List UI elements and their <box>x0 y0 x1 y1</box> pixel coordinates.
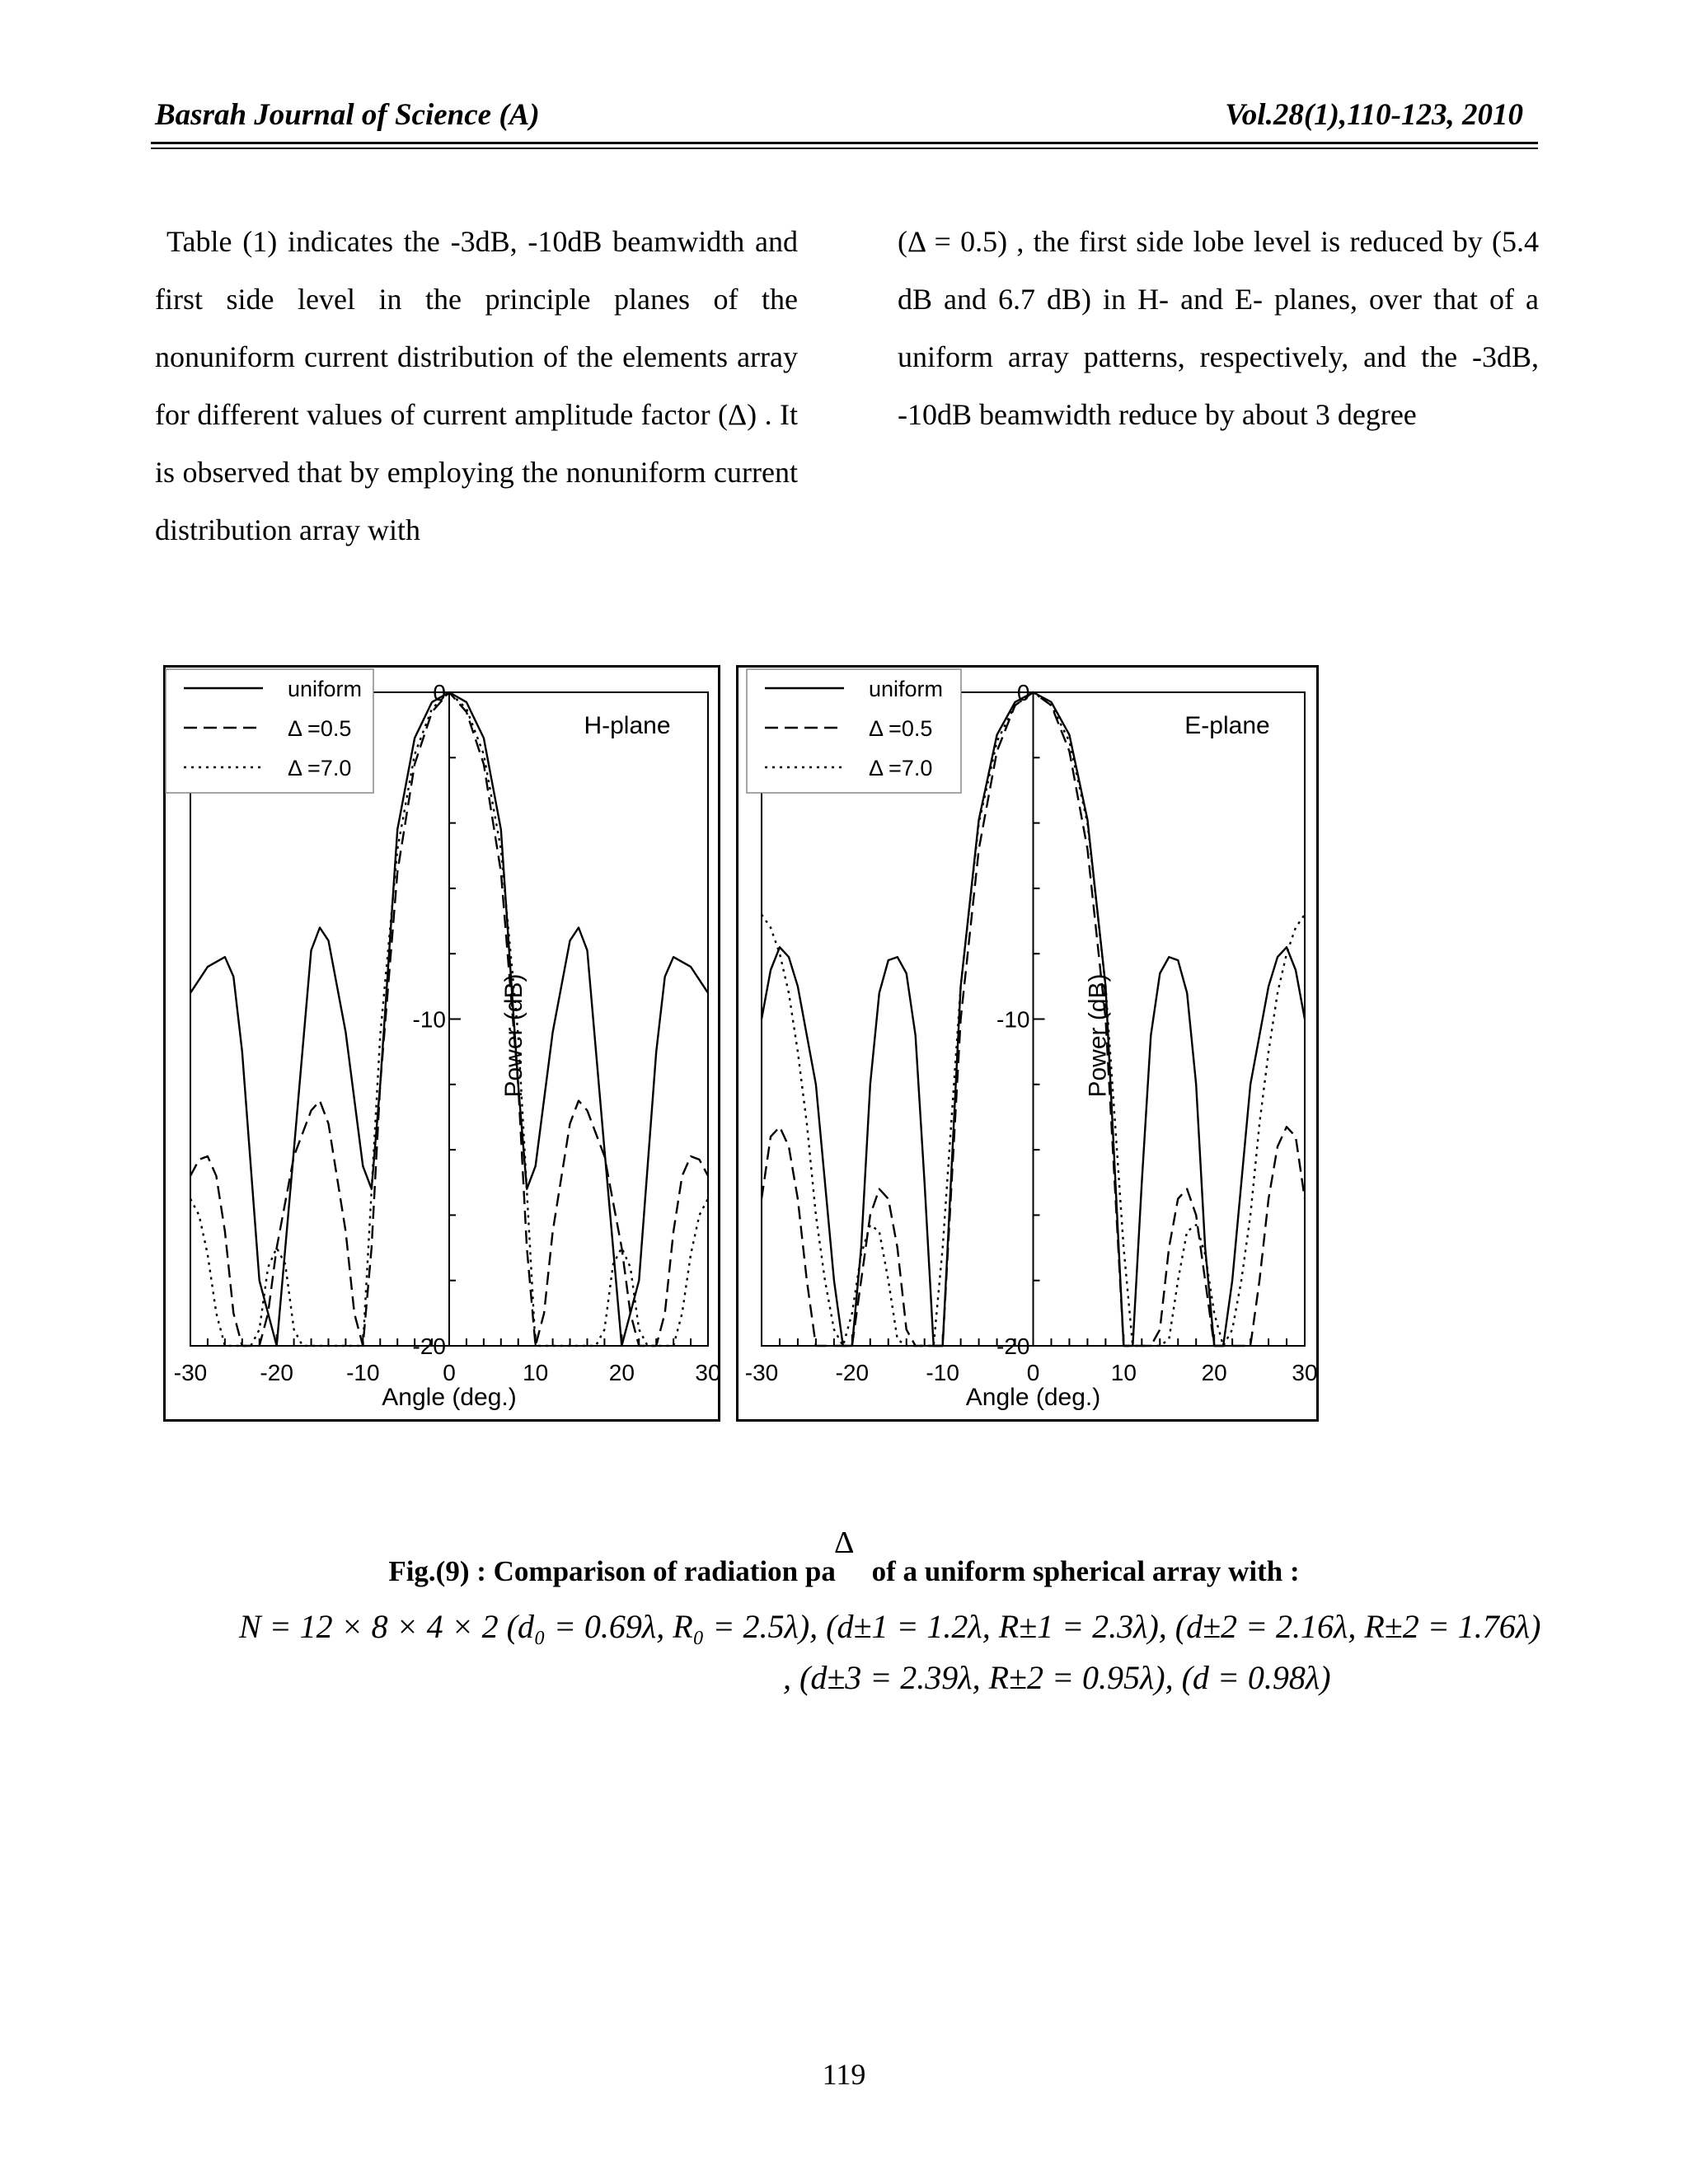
y-tick-label: 0 <box>433 680 446 705</box>
x-tick-label: 10 <box>1110 1360 1137 1385</box>
equation-line-2: , (d±3 = 2.39λ, R±2 = 0.95λ), (d = 0.98λ) <box>783 1659 1331 1696</box>
legend-label-2: Δ =7.0 <box>869 756 933 780</box>
running-header <box>155 97 1523 147</box>
equation-line-1: N = 12 × 8 × 4 × 2 (d₀ = 0.69λ, R₀ = 2.5λ), (d±1 = 1.2λ, R±1 = 2.3λ), (d±2 = 2.16λ, R±2 = 1.76λ) <box>239 1608 1541 1645</box>
x-tick-label: 30 <box>1292 1360 1318 1385</box>
h-plane-chart <box>163 665 720 1422</box>
e-plane-chart-svg <box>738 668 1316 1419</box>
e-plane-chart <box>736 665 1319 1422</box>
h-plane-chart-svg <box>166 668 721 1419</box>
y-tick-label: -10 <box>996 1006 1030 1033</box>
x-tick-label: 20 <box>608 1360 635 1385</box>
left-column-text: Table (1) indicates the -3dB, -10dB beamwidth and first side level in the principle planes of the nonuniform current distribution of the elements array for different values of current amplitude factor (Δ) . It is observed that by employing the nonuniform current distribution array with <box>155 225 798 546</box>
x-tick-label: 10 <box>523 1360 549 1385</box>
figure-caption-text: Fig.(9) : Comparison of radiation pa of a uniform spherical array with : <box>388 1555 1300 1587</box>
chart-1-legend <box>747 669 961 793</box>
header-rule-bottom <box>151 148 1538 149</box>
x-tick-label: 30 <box>695 1360 721 1385</box>
x-tick-label: -20 <box>260 1360 293 1385</box>
legend-label-1: Δ =0.5 <box>869 716 933 741</box>
page-number: 119 <box>822 2058 866 2091</box>
journal-title: Basrah Journal of Science (A) <box>155 98 540 132</box>
x-tick-label: -10 <box>926 1360 959 1385</box>
y-tick-label: -20 <box>996 1333 1030 1359</box>
y-tick-label: -20 <box>412 1333 446 1359</box>
x-axis-label: Angle (deg.) <box>382 1384 517 1411</box>
y-axis-label: Power (dB) <box>500 973 528 1098</box>
y-tick-label: 0 <box>1016 680 1030 705</box>
y-axis-label: Power (dB) <box>1084 973 1112 1098</box>
x-tick-label: -10 <box>346 1360 380 1385</box>
header-rule-top <box>151 142 1538 144</box>
x-tick-label: -20 <box>835 1360 870 1385</box>
x-axis-label: Angle (deg.) <box>965 1384 1101 1411</box>
chart-title: H-plane <box>584 712 671 739</box>
figure-caption <box>0 1555 1688 1588</box>
x-tick-label: -30 <box>173 1360 208 1385</box>
legend-label-2: Δ =7.0 <box>288 756 352 780</box>
legend-label-1: Δ =0.5 <box>288 716 352 741</box>
right-column-text: (Δ = 0.5) , the first side lobe level is reduced by (5.4 dB and 6.7 dB) in H- and E- planes, over that of a uniform array patterns, respectively, and the -3dB, -10dB beamwidth reduce by about 3 degree <box>898 225 1539 431</box>
body-text-left-column <box>155 213 798 559</box>
x-tick-label: 0 <box>443 1360 456 1385</box>
caption-floating-delta: Δ <box>834 1526 855 1560</box>
legend-label-0: uniform <box>869 677 944 701</box>
chart-title: E-plane <box>1184 712 1270 739</box>
y-tick-label: -10 <box>412 1006 446 1033</box>
x-tick-label: 20 <box>1201 1360 1227 1385</box>
legend-label-0: uniform <box>288 677 363 701</box>
volume-info: Vol.28(1),110-123, 2010 <box>1225 98 1523 132</box>
body-text-right-column <box>898 213 1539 443</box>
x-tick-label: -30 <box>744 1360 779 1385</box>
chart-0-legend <box>166 669 373 793</box>
x-tick-label: 0 <box>1026 1360 1040 1385</box>
